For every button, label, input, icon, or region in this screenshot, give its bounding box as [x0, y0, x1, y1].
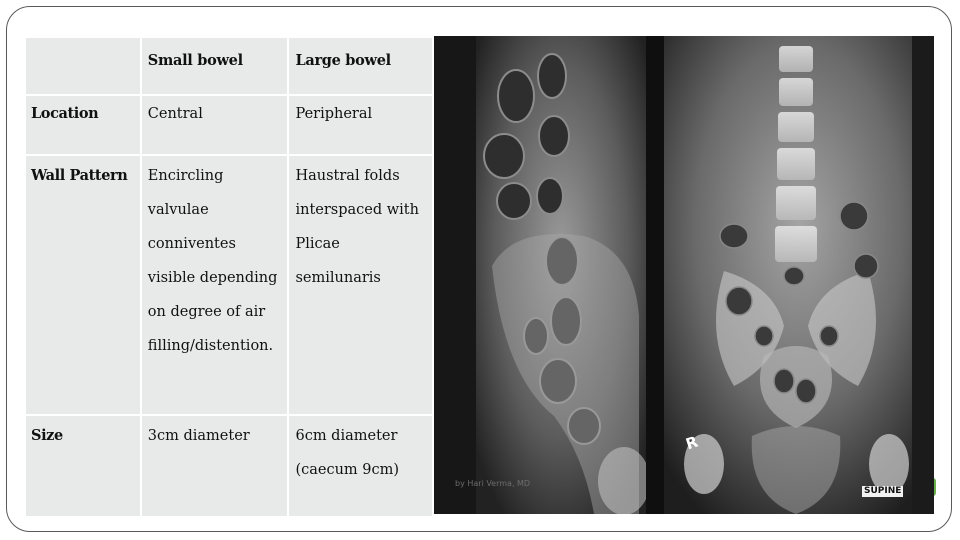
row-label-size: Size	[26, 416, 140, 516]
table-row	[26, 156, 432, 414]
xray-image	[434, 36, 934, 514]
supine-label: SUPINE	[864, 486, 902, 496]
cell-large-size: 6cm diameter (caecum 9cm)	[289, 416, 432, 516]
comparison-table	[24, 36, 434, 518]
image-credit: by Hari Verma, MD	[455, 479, 531, 488]
table-row	[26, 416, 432, 516]
header-large-bowel: Large bowel	[289, 38, 432, 94]
table-header-row	[26, 38, 432, 94]
row-label-location: Location	[26, 96, 140, 154]
cell-large-wall-pattern: Haustral folds interspaced with Plicae semilunaris	[289, 156, 432, 414]
cell-large-location: Peripheral	[289, 96, 432, 154]
table-row	[26, 96, 432, 154]
marker-r-label: R	[683, 432, 701, 454]
header-empty-cell	[26, 38, 140, 94]
row-label-wall-pattern: Wall Pattern	[26, 156, 140, 414]
cell-small-location: Central	[142, 96, 288, 154]
cell-small-wall-pattern: Encircling valvulae conniventes visible depending on degree of air filling/distention.	[142, 156, 288, 414]
cell-small-size: 3cm diameter	[142, 416, 288, 516]
xray-illustration	[434, 36, 934, 514]
header-small-bowel: Small bowel	[142, 38, 288, 94]
